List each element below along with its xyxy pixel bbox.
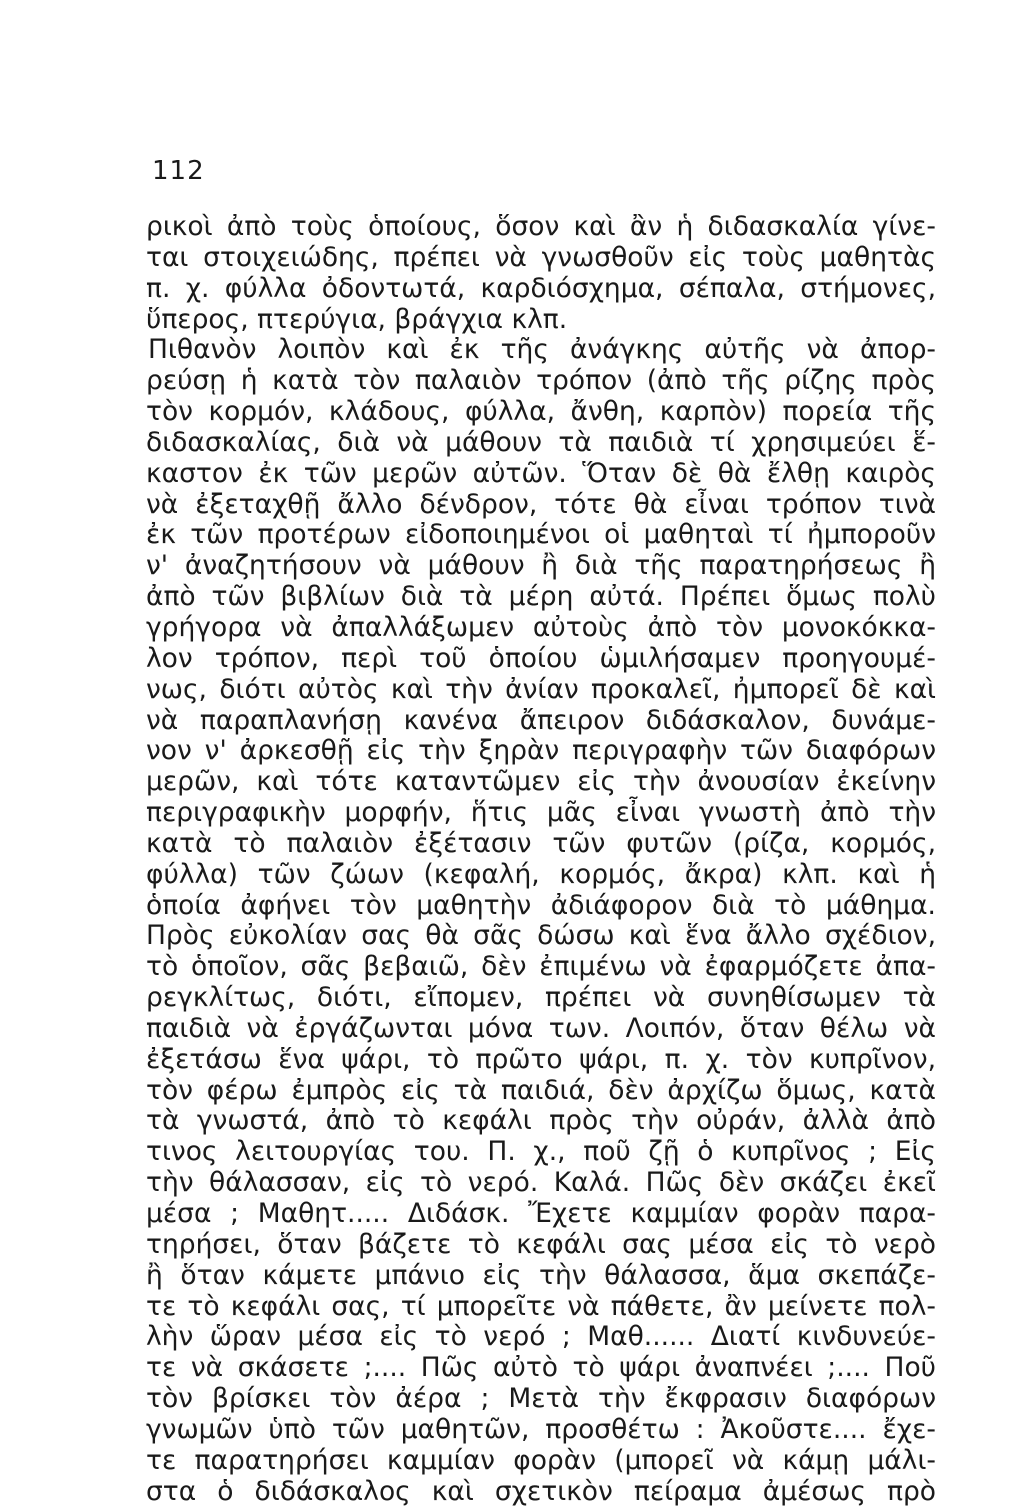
text-line: τινος λειτουργίας του. Π. χ., ποῦ ζῇ ὁ κυπρῖνος ; Εἰς (146, 1136, 936, 1168)
text-line: ρεγκλίτως, διότι, εἴπομεν, πρέπει νὰ συνηθίσωμεν τὰ (146, 982, 936, 1014)
text-line: ἀπὸ τῶν βιβλίων διὰ τὰ μέρη αὐτά. Πρέπει ὅμως πολὺ (146, 581, 936, 613)
text-line: ται στοιχειώδης, πρέπει νὰ γνωσθοῦν εἰς τοὺς μαθητὰς (146, 241, 936, 273)
text-line: τε τὸ κεφάλι σας, τί μπορεῖτε νὰ πάθετε, ἂν μείνετε πολ- (146, 1290, 936, 1322)
text-line: ρεύσῃ ἡ κατὰ τὸν παλαιὸν τρόπον (ἀπὸ τῆς ρίζης πρὸς (146, 365, 936, 397)
text-line: μερῶν, καὶ τότε καταντῶμεν εἰς τὴν ἀνουσίαν ἐκείνην (146, 766, 936, 798)
text-line: τὰ γνωστά, ἀπὸ τὸ κεφάλι πρὸς τὴν οὐράν, ἀλλὰ ἀπὸ (146, 1105, 936, 1137)
text-line: τε νὰ σκάσετε ;.... Πῶς αὐτὸ τὸ ψάρι ἀναπνέει ;.... Ποῦ (146, 1352, 936, 1384)
page-number: 112 (152, 156, 205, 186)
text-line: γνωμῶν ὑπὸ τῶν μαθητῶν, προσθέτω : Ἀκοῦστε.... ἔχε- (146, 1413, 936, 1445)
text-line: Πρὸς εὐκολίαν σας θὰ σᾶς δώσω καὶ ἕνα ἄλλο σχέδιον, (146, 920, 936, 952)
text-line: περιγραφικὴν μορφήν, ἥτις μᾶς εἶναι γνωστὴ ἀπὸ τὴν (146, 797, 936, 829)
text-line: τὴν θάλασσαν, εἰς τὸ νερό. Καλά. Πῶς δὲν σκάζει ἐκεῖ (146, 1167, 936, 1199)
text-line: μέσα ; Μαθητ..... Διδάσκ. Ἔχετε καμμίαν φορὰν παρα- (146, 1198, 936, 1229)
text-line: λον τρόπον, περὶ τοῦ ὁποίου ὡμιλήσαμεν προηγουμέ- (146, 642, 936, 674)
text-line: ν' ἀναζητήσουν νὰ μάθουν ἢ διὰ τῆς παρατηρήσεως ἢ (146, 550, 936, 582)
text-line: φύλλα) τῶν ζώων (κεφαλή, κορμός, ἄκρα) κλπ. καὶ ἡ (146, 858, 936, 890)
text-line: ὁποία ἀφήνει τὸν μαθητὴν ἀδιάφορον διὰ τὸ μάθημα. (146, 889, 936, 921)
text-line: τὸ ὁποῖον, σᾶς βεβαιῶ, δὲν ἐπιμένω νὰ ἐφαρμόζετε ἀπα- (146, 951, 936, 983)
text-line: λὴν ὥραν μέσα εἰς τὸ νερό ; Μαθ...... Διατί κινδυνεύε- (146, 1321, 936, 1353)
text-line: ἐκ τῶν προτέρων εἰδοποιημένοι οἱ μαθηταὶ τί ἠμποροῦν (146, 519, 936, 551)
body-text (146, 212, 936, 1507)
text-line: τε παρατηρήσει καμμίαν φορὰν (μπορεῖ νὰ κάμῃ μάλι- (146, 1444, 936, 1476)
text-line: παιδιὰ νὰ ἐργάζωνται μόνα των. Λοιπόν, ὅταν θέλω νὰ (146, 1012, 936, 1044)
text-line: π. χ. φύλλα ὀδοντωτά, καρδιόσχημα, σέπαλα, στήμονες, (146, 272, 936, 304)
text-line: νὰ ἐξεταχθῇ ἄλλο δένδρον, τότε θὰ εἶναι τρόπον τινὰ (146, 488, 936, 520)
text-line: τὸν φέρω ἐμπρὸς εἰς τὰ παιδιά, δὲν ἀρχίζω ὅμως, κατὰ (146, 1074, 936, 1106)
text-line: διδασκαλίας, διὰ νὰ μάθουν τὰ παιδιὰ τί χρησιμεύει ἕ- (146, 426, 936, 458)
text-line: κατὰ τὸ παλαιὸν ἐξέτασιν τῶν φυτῶν (ρίζα, κορμός, (146, 827, 936, 859)
text-line: ὕπερος, πτερύγια, βράγχια κλπ. (146, 303, 568, 335)
text-line: ρικοὶ ἀπὸ τοὺς ὁποίους, ὅσον καὶ ἂν ἡ διδασκαλία γίνε- (146, 211, 936, 242)
text-line: νον ν' ἀρκεσθῇ εἰς τὴν ξηρὰν περιγραφὴν τῶν διαφόρων (146, 735, 936, 767)
text-line: τὸν κορμόν, κλάδους, φύλλα, ἄνθη, καρπὸν) πορεία τῆς (146, 396, 936, 428)
text-line: τηρήσει, ὅταν βάζετε τὸ κεφάλι σας μέσα εἰς τὸ νερὸ (146, 1228, 936, 1260)
text-line: νως, διότι αὐτὸς καὶ τὴν ἀνίαν προκαλεῖ, ἠμπορεῖ δὲ καὶ (146, 673, 936, 705)
text-line: ἢ ὅταν κάμετε μπάνιο εἰς τὴν θάλασσα, ἅμα σκεπάζε- (146, 1259, 936, 1291)
text-line: στα ὁ διδάσκαλος καὶ σχετικὸν πείραμα ἀμέσως πρὸ (146, 1475, 936, 1507)
text-line: Πιθανὸν λοιπὸν καὶ ἐκ τῆς ἀνάγκης αὐτῆς νὰ ἀπορ- (148, 334, 936, 366)
text-line: καστον ἐκ τῶν μερῶν αὐτῶν. Ὅταν δὲ θὰ ἔλθῃ καιρὸς (146, 457, 936, 489)
text-line: γρήγορα νὰ ἀπαλλάξωμεν αὐτοὺς ἀπὸ τὸν μονοκόκκα- (146, 611, 936, 643)
text-line: νὰ παραπλανήσῃ κανένα ἄπειρον διδάσκαλον, δυνάμε- (146, 704, 936, 736)
text-line: τὸν βρίσκει τὸν ἀέρα ; Μετὰ τὴν ἔκφρασιν διαφόρων (146, 1383, 936, 1415)
text-line: ἐξετάσω ἕνα ψάρι, τὸ πρῶτο ψάρι, π. χ. τὸν κυπρῖνον, (146, 1043, 936, 1075)
